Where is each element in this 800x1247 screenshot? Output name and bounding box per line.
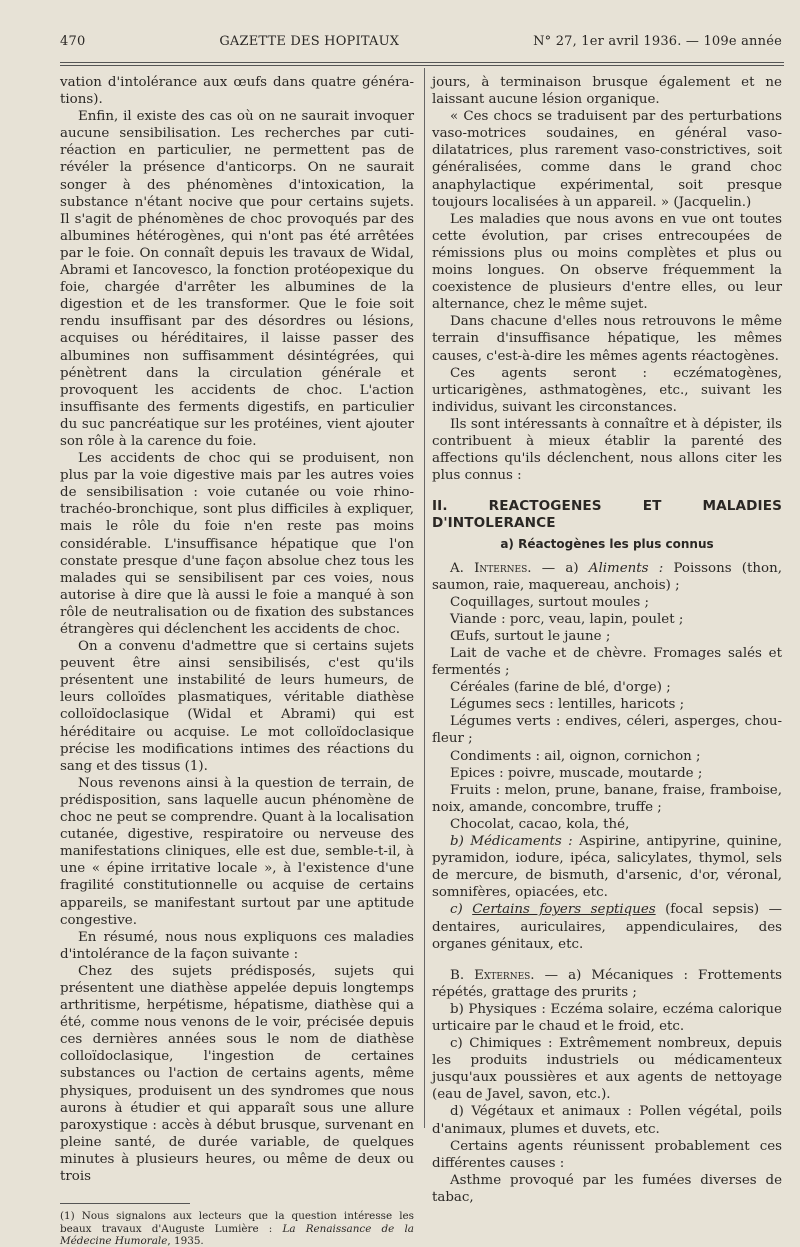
paragraph: Chez des sujets prédisposés, sujets qui présentent une diathèse appelée depuis longtemps arthritisme, herpétisme, hépatisme, diathèse qui a été, comme nous venons de le voir, précisée depuis ces dernières années sous le nom de diathèse colloïdoclasique, l'ingestion de certaines substances ou l'action de certains agents, même physiques, produisent un des syndromes que nous aurons à étudier et qui apparaît sous une allure paroxystique : accès à début brusque, survenant en pleine santé, de durée variable, de quelques minutes à plusieurs heures, ou même de deux ou trois — [60, 963, 414, 1184]
paragraph: Asthme provoqué par les fumées diverses de tabac, — [432, 1172, 782, 1205]
paragraph-externes — [432, 967, 782, 1001]
list-item: Œufs, surtout le jaune ; — [450, 628, 611, 644]
list-item: Coquillages, surtout moules ; — [450, 594, 650, 610]
footnote-year: , 1935. — [167, 1234, 204, 1247]
label-foyers: Certains foyers septiques — [472, 902, 656, 918]
list-item: Fruits : melon, prune, banane, fraise, framboise, noix, amande, concombre, truffe ; — [432, 782, 782, 815]
list-item: Légumes verts : endives, céleri, asperges, chou-fleur ; — [432, 714, 782, 747]
foyers-text: (focal sepsis) — dentaires, auriculaires, appendiculaires, des organes génitaux, etc. — [432, 902, 782, 952]
section-title: II. REACTOGENES ET MALADIES D'INTOLERANCE — [432, 498, 782, 532]
paragraph-foyers — [432, 901, 782, 952]
footnote — [60, 1210, 414, 1247]
paragraph: Ces agents seront : eczématogènes, urticarigènes, asthmatogènes, etc., suivant les individus, suivant les circonstances. — [432, 365, 782, 415]
subsection-title: a) Réactogènes les plus connus — [500, 537, 714, 552]
journal-title: GAZETTE DES HOPITAUX — [219, 34, 400, 49]
left-column — [60, 74, 414, 1247]
paragraph: Les maladies que nous avons en vue ont toutes cette évolution, par crises entrecoupées de rémissions plus ou moins complètes et plus ou moins longues. On observe fréquemment la coexistence de plusieurs d'entre elles, ou leur alternance, chez le même sujet. — [432, 211, 782, 313]
label-c: c) — [450, 902, 473, 918]
paragraph: Nous revenons ainsi à la question de terrain, de prédisposition, sans laquelle aucun phénomène de choc ne peut se comprendre. Quant à la localisation cutanée, digestive, respiratoire ou nerveuse des manifestations cliniques, elle est due, semble-t-il, à une « épine irritative locale », à l'existence d'une fragilité constitutionnelle ou acquise de certains appareils, se manifestant surtout par une aptitude congestive. — [60, 775, 414, 928]
issue-date: N° 27, 1er avril 1936. — 109e année — [533, 34, 782, 49]
list-item: Légumes secs : lentilles, haricots ; — [450, 697, 685, 713]
right-column — [432, 74, 782, 1206]
column-separator — [424, 68, 425, 1128]
paragraph: On a convenu d'admettre que si certains sujets peuvent être ainsi sensibilisés, c'est qu'ils présentent une instabilité de leurs humeurs, de leurs colloïdes plasmatiques, véritable diathèse colloïdoclasique (Widal et Abrami) qui est héréditaire ou acquise. Le mot colloïdoclasique précise les modifications intimes des réactions du sang et des tissus (1). — [60, 639, 414, 774]
paragraph: Enfin, il existe des cas où on ne saurait invoquer aucune sensibilisation. Les recherches par cuti-réaction en particulier, ne permettent pas de révéler la présence d'anticorps. On ne saurait songer à des phénomènes d'intoxication, la substance n'étant nocive que pour certains sujets. Il s'agit de phénomènes de choc provoqués par des albumines hétérogènes, qui n'ont pas été arrêtées par le foie. On connaît depuis les travaux de Widal, Abrami et Iancovesco, la fonction protéopexique du foie, chargée d'arrêter les albumines de la digestion et de les transformer. Que le foie soit rendu insuffisant par des désordres ou lésions, acquises ou héréditaires, il laisse passer des albumines non suffisamment désintégrées, qui pénètrent dans la circulation générale et provoquent les accidents de choc. L'action insuffisante des ferments digestifs, en particulier du suc pancréatique sur les protéines, vient ajouter son rôle à la carence du foie. — [60, 109, 414, 449]
paragraph: Dans chacune d'elles nous retrouvons le même terrain d'insuffisance hépatique, les mêmes causes, c'est-à-dire les mêmes agents réactogènes. — [432, 314, 782, 364]
footnote-rule — [60, 1203, 190, 1204]
page-header — [60, 34, 782, 49]
list-item: Chocolat, cacao, kola, thé, — [450, 816, 630, 832]
paragraph-internes — [432, 560, 782, 594]
paragraph: c) Chimiques : Extrêmement nombreux, depuis les produits industriels ou médicamenteux jusqu'aux poussières et aux agents de nettoyage (eau de Javel, savon, etc.). — [432, 1036, 782, 1103]
list-item: Epices : poivre, muscade, moutarde ; — [450, 765, 703, 781]
externes-text: — a) Mécaniques : Frottements répétés, grattage des prurits ; — [432, 967, 782, 1000]
footnote-text: (1) Nous signalons aux lecteurs que la question intéresse les beaux travaux d'Auguste Lumière : — [60, 1210, 414, 1235]
label-dash: — a) — [531, 560, 589, 576]
list-item: Céréales (farine de blé, d'orge) ; — [450, 680, 671, 696]
footnote-title: La Renaissance de la Médecine Humorale — [60, 1222, 414, 1247]
list-item: Condiments : ail, oignon, cornichon ; — [450, 748, 701, 764]
medicaments-text: Aspirine, antipyrine, quinine, pyramidon, iodure, ipéca, salicylates, thymol, sels de mercure, de bismuth, d'arsenic, d'or, véronal, somnifères, opiacées, etc. — [432, 834, 782, 901]
header-rule — [60, 62, 784, 63]
paragraph: « Ces chocs se traduisent par des perturbations vaso-motrices soudaines, en général vaso-dilatatrices, plus rarement vaso-constrictives, soit généralisées, comme dans le grand choc anaphylactique expérimental, soit presque toujours localisées à un appareil. » (Jacquelin.) — [432, 109, 782, 210]
label-medicaments: Médicaments : — [470, 834, 573, 850]
paragraph-medicaments — [432, 833, 782, 901]
label-aliments: Aliments : — [588, 560, 664, 576]
label-internes: A. Internes. — [450, 560, 532, 576]
list-item: Lait de vache et de chèvre. Fromages salés et fermentés ; — [432, 646, 782, 679]
label-b: b) — [450, 834, 471, 850]
paragraph: b) Physiques : Eczéma solaire, eczéma calorique urticaire par le chaud et le froid, etc. — [432, 1001, 782, 1034]
paragraph: d) Végétaux et animaux : Pollen végétal, poils d'animaux, plumes et duvets, etc. — [432, 1104, 782, 1137]
paragraph: Certains agents réunissent probablement ces différentes causes : — [432, 1138, 782, 1171]
paragraph: vation d'intolérance aux œufs dans quatre généra-tions). — [60, 75, 414, 108]
label-externes: B. Externes. — [450, 967, 535, 983]
aliments-text: Poissons (thon, saumon, raie, maquereau, anchois) ; — [432, 560, 782, 593]
paragraph: En résumé, nous nous expliquons ces maladies d'intolérance de la façon suivante : — [60, 929, 414, 962]
paragraph: Les accidents de choc qui se produisent, non plus par la voie digestive mais par les autres voies de sensibilisation : voie cutanée ou voie rhino-trachéo-bronchique, sont plus difficiles à expliquer, mais le rôle du foie n'en reste pas moins considérable. L'insuffisance hépatique que l'on constate presque d'une façon absolue chez tous les malades qui se sensibilisent par ces voies, nous autorise à dire que là aussi le foie a manqué à son rôle de neutralisation ou de fixation des substances étrangères qui déclenchent les accidents de choc. — [60, 451, 414, 637]
paragraph: jours, à terminaison brusque également et ne laissant aucune lésion organique. — [432, 75, 782, 108]
list-item: Viande : porc, veau, lapin, poulet ; — [450, 611, 684, 627]
page-number: 470 — [60, 34, 86, 49]
header-rule-double — [60, 65, 784, 66]
paragraph: Ils sont intéressants à connaître et à dépister, ils contribuent à mieux établir la parenté des affections qu'ils déclenchent, nous allons citer les plus connus : — [432, 416, 782, 484]
